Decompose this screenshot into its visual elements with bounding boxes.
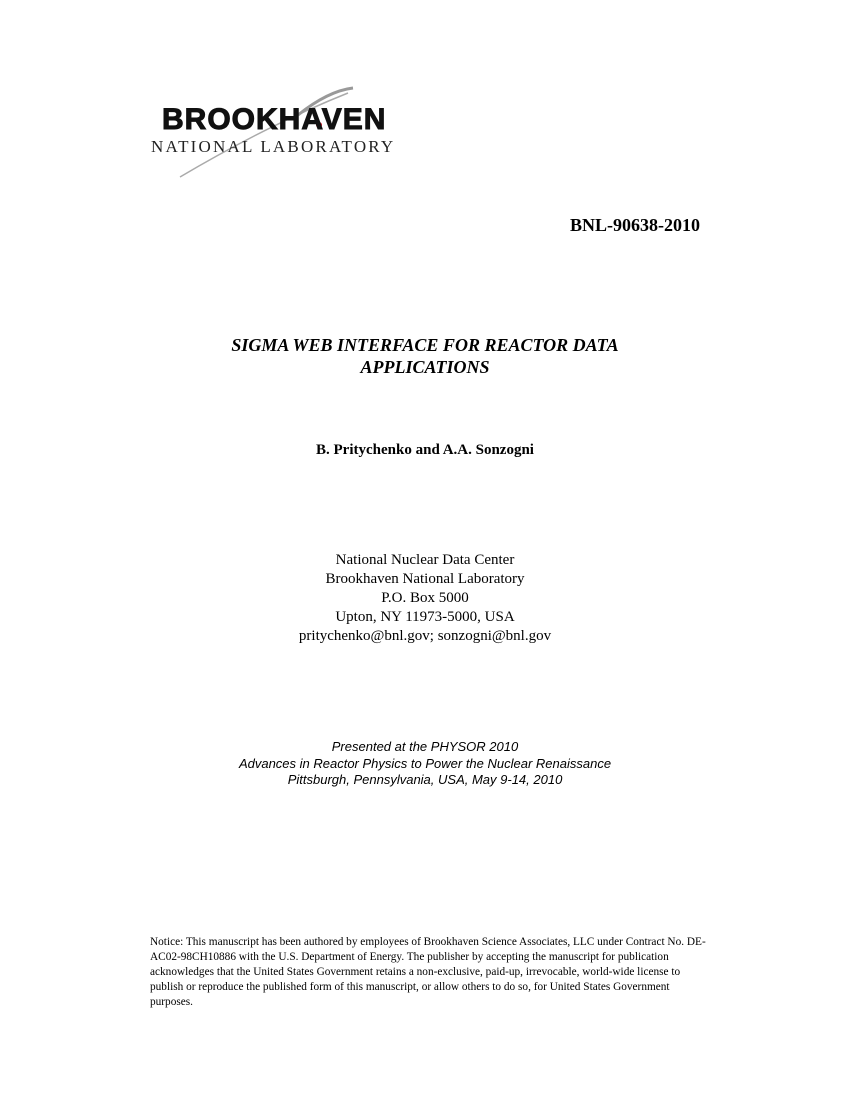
- copyright-notice: Notice: This manuscript has been authored by employees of Brookhaven Science Associates, LLC under Contract No. DE-AC02-98CH10886 with the U.S. Department of Energy. The publisher by accepting the manuscript for publication acknowledges that the United States Government retains a non-exclusive, paid-up, irrevocable, world-wide license to publish or reproduce the published form of this manuscript, or allow others to do so, for United States Government purposes.: [150, 936, 706, 1008]
- affiliation-address: [0, 551, 850, 646]
- address-line: National Nuclear Data Center: [335, 552, 515, 568]
- title-line: SIGMA WEB INTERFACE FOR REACTOR DATA: [231, 335, 619, 355]
- address-line: Brookhaven National Laboratory: [325, 571, 525, 587]
- paper-title: [0, 334, 850, 378]
- report-number: BNL-90638-2010: [570, 215, 700, 235]
- presented-line: Presented at the PHYSOR 2010: [331, 739, 519, 754]
- logo-name: BROOKHAVEN: [162, 103, 387, 136]
- brookhaven-logo: [148, 85, 438, 185]
- authors: B. Pritychenko and A.A. Sonzogni: [316, 442, 534, 458]
- presented-line: Pittsburgh, Pennsylvania, USA, May 9-14, 2010: [287, 772, 563, 787]
- address-line: Upton, NY 11973-5000, USA: [335, 609, 515, 625]
- email-line: pritychenko@bnl.gov; sonzogni@bnl.gov: [298, 628, 552, 644]
- presentation-info: [0, 739, 850, 789]
- title-line: APPLICATIONS: [360, 357, 490, 377]
- address-line: P.O. Box 5000: [381, 590, 469, 606]
- presented-line: Advances in Reactor Physics to Power the Nuclear Renaissance: [238, 755, 612, 771]
- logo-subtitle: NATIONAL LABORATORY: [151, 137, 396, 156]
